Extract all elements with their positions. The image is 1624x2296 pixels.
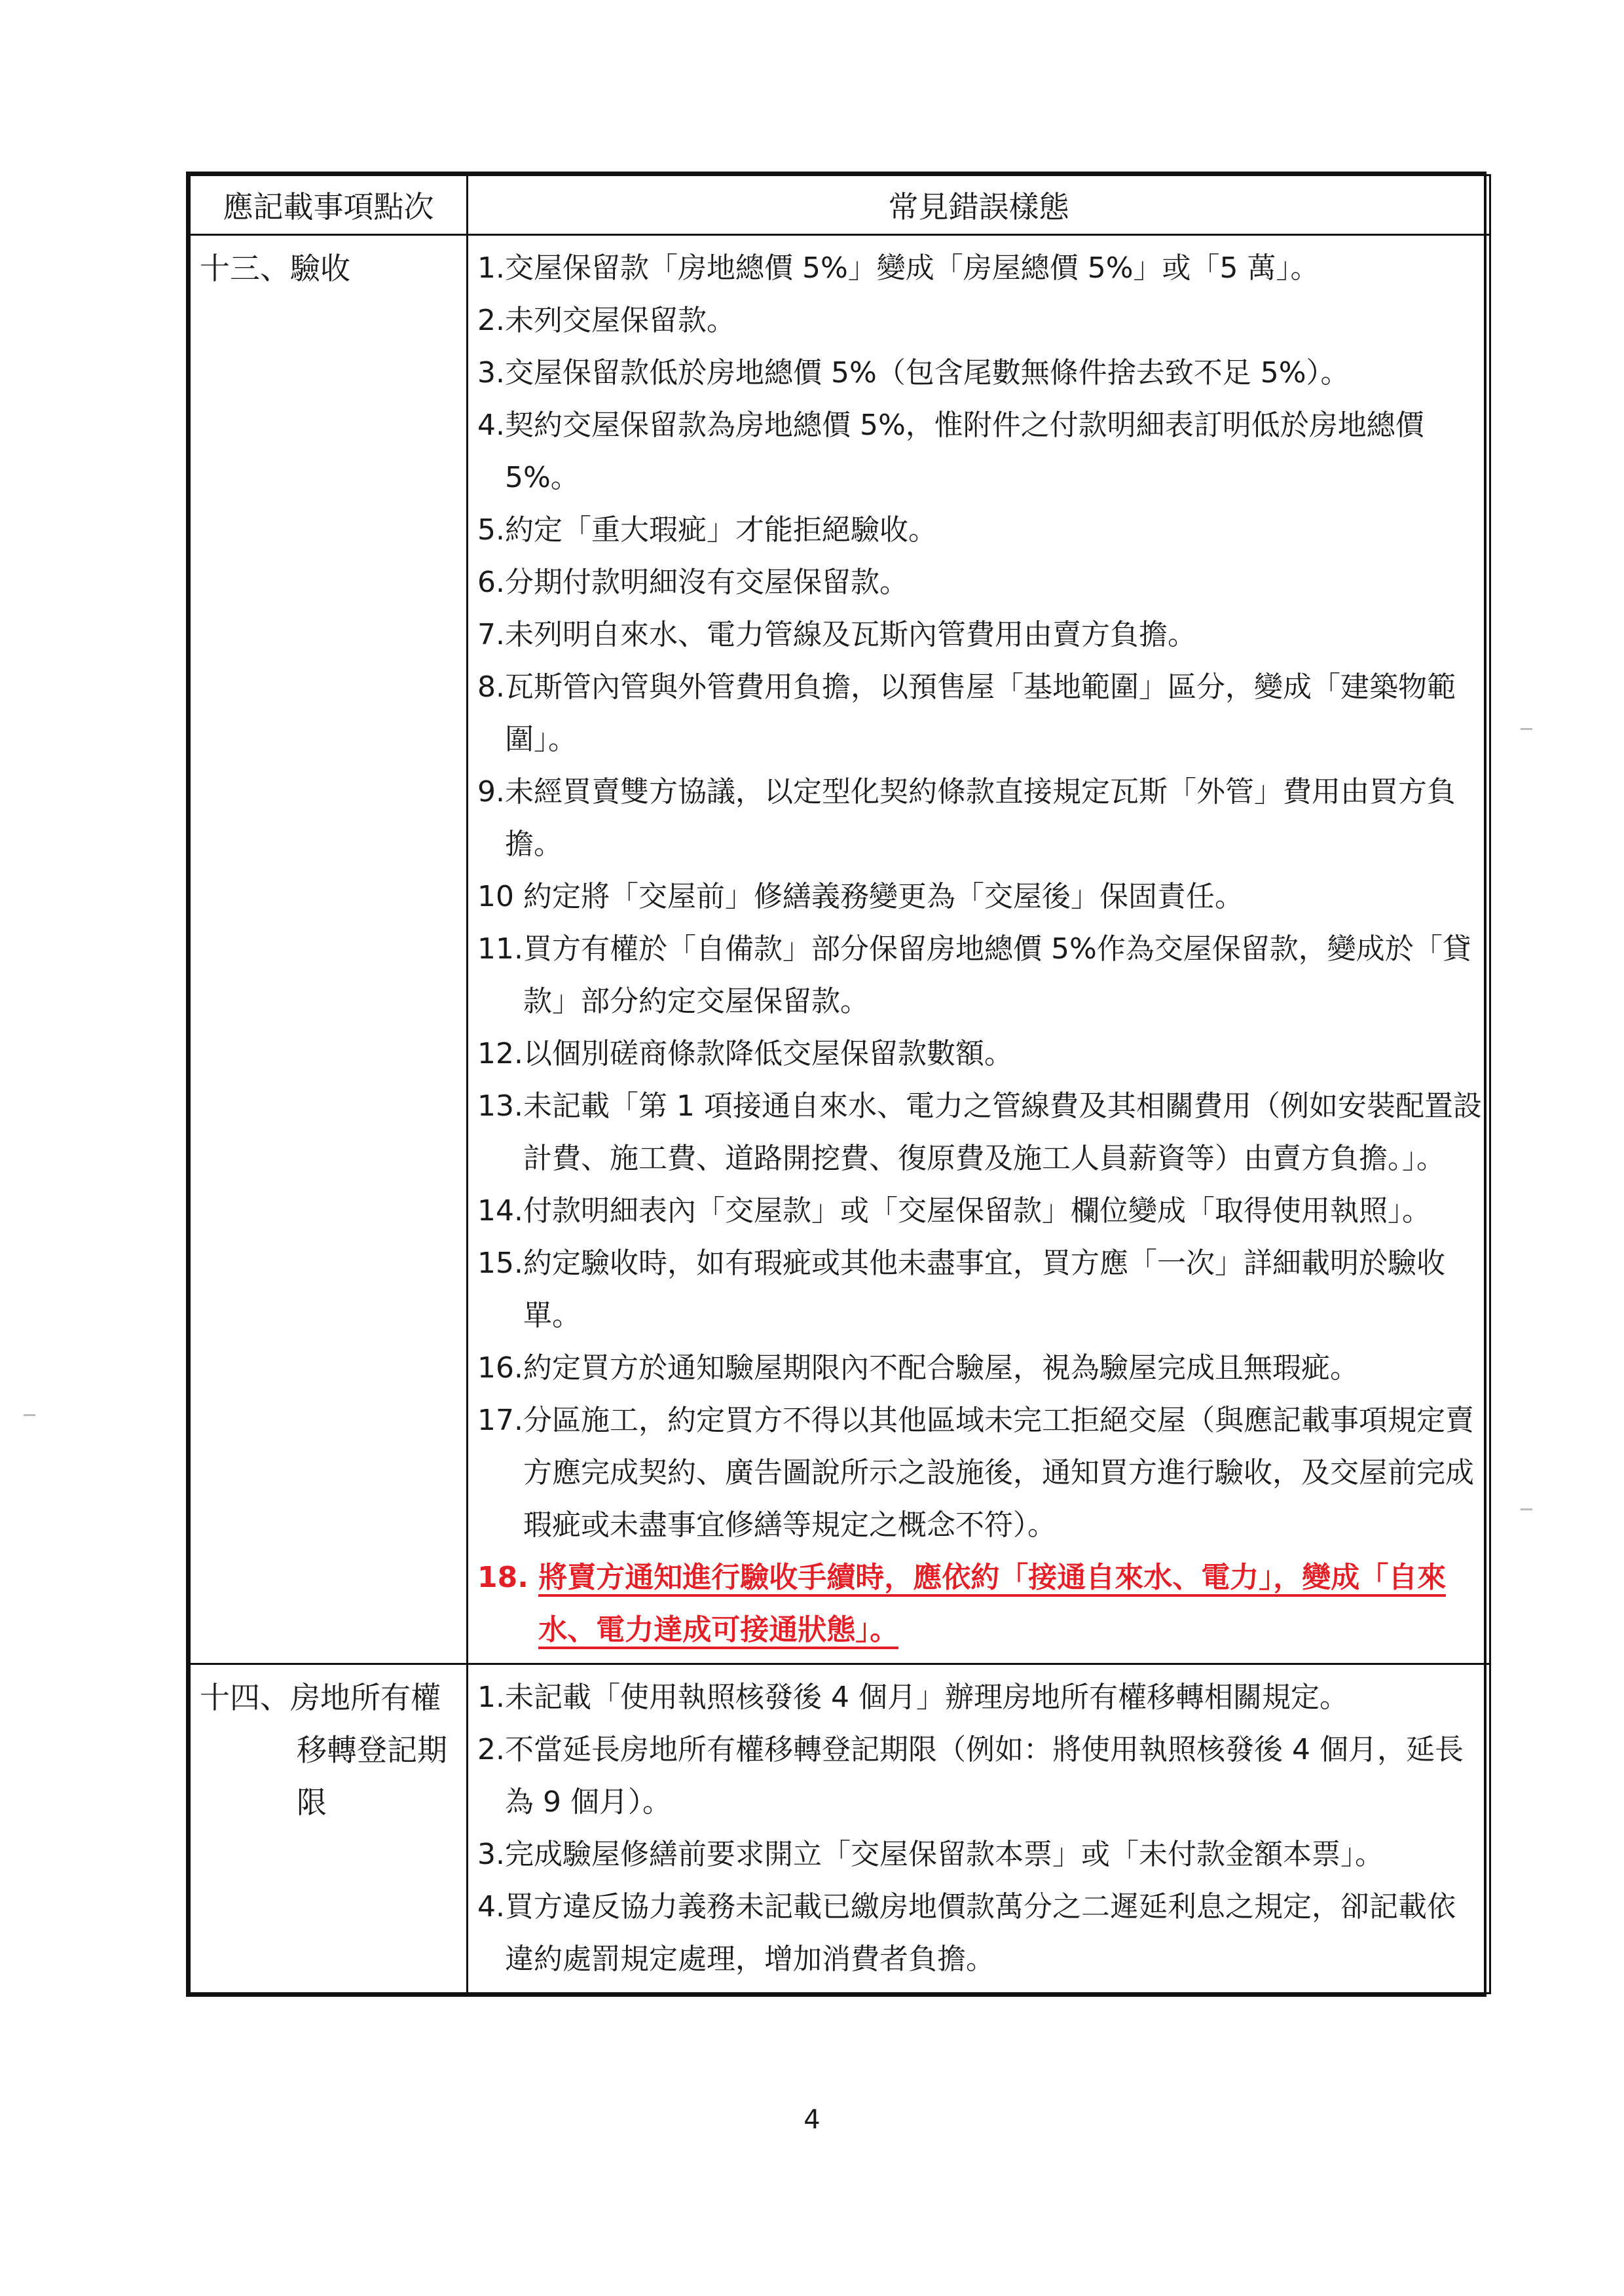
item-number: 3.: [477, 356, 505, 390]
section-title-line: 移轉登記期: [297, 1732, 447, 1768]
item-text: 交屋保留款低於房地總價 5%（包含尾數無條件捨去致不足 5%）。: [504, 356, 1350, 390]
item-text: 將賣方通知進行驗收手續時，應依約「接通自來水、電力」，變成「自來水、電力達成可接通狀態」。: [538, 1561, 1446, 1649]
item-number: 15.: [477, 1247, 523, 1280]
item-text: 未經買賣雙方協議，以定型化契約條款直接規定瓦斯「外管」費用由買方負擔。: [504, 775, 1456, 861]
item-text: 約定將「交屋前」修繕義務變更為「交屋後」保固責任。: [523, 880, 1244, 913]
item-number: 3.: [477, 1838, 505, 1871]
error-item: [477, 1829, 1484, 1881]
item-number: 10: [477, 880, 523, 913]
item-text: 分區施工，約定買方不得以其他區域未完工拒絕交屋（與應記載事項規定賣方應完成契約、廣告圖說所示之設施後，通知買方進行驗收，及交屋前完成瑕疵或未盡事宜修繕等規定之概念不符）。: [523, 1404, 1474, 1542]
item-text: 不當延長房地所有權移轉登記期限（例如：將使用執照核發後 4 個月，延長為 9 個月）。: [504, 1733, 1464, 1819]
error-item: [477, 556, 1484, 609]
error-item: [477, 504, 1484, 556]
item-number: 9.: [477, 775, 505, 809]
error-item: [477, 766, 1484, 871]
item-number: 2.: [477, 304, 505, 337]
item-number: 2.: [477, 1733, 505, 1766]
item-number: 12.: [477, 1037, 523, 1070]
error-item: [477, 661, 1484, 766]
error-item: [477, 347, 1484, 399]
item-text: 約定買方於通知驗屋期限內不配合驗屋，視為驗屋完成且無瑕疵。: [523, 1351, 1359, 1385]
item-text: 分期付款明細沒有交屋保留款。: [504, 566, 908, 599]
scan-mark: [1521, 1508, 1532, 1510]
item-text: 買方有權於「自備款」部分保留房地總價 5%作為交屋保留款，變成於「貸款」部分約定交屋保留款。: [523, 932, 1471, 1018]
errors-table: [186, 172, 1486, 1997]
error-item: [477, 1394, 1484, 1552]
item-text: 交屋保留款「房地總價 5%」變成「房屋總價 5%」或「5 萬」。: [504, 251, 1320, 285]
item-number: 4.: [477, 1890, 505, 1923]
section-title-line: 十三、驗收: [200, 251, 350, 286]
item-number: 6.: [477, 566, 505, 599]
item-text: 約定「重大瑕疵」才能拒絕驗收。: [504, 513, 937, 547]
item-number: 5.: [477, 513, 505, 547]
scan-mark: [1521, 728, 1532, 730]
error-item: [477, 1342, 1484, 1394]
header-common-errors: 常見錯誤樣態: [468, 175, 1490, 235]
section-title-cell: [190, 1664, 468, 1994]
item-text: 以個別磋商條款降低交屋保留款數額。: [523, 1037, 1013, 1070]
item-number: 18.: [477, 1561, 539, 1594]
page-number: 4: [803, 2105, 821, 2135]
item-text: 瓦斯管內管與外管費用負擔，以預售屋「基地範圍」區分，變成「建築物範圍」。: [504, 670, 1456, 756]
highlighted-error-item: [477, 1552, 1484, 1656]
item-text: 未記載「第 1 項接通自來水、電力之管線費及其相關費用（例如安裝配置設計費、施工費、道路開挖費、復原費及施工人員薪資等）由賣方負擔。」。: [523, 1089, 1482, 1175]
item-number: 7.: [477, 618, 505, 651]
item-text: 契約交屋保留款為房地總價 5%，惟附件之付款明細表訂明低於房地總價 5%。: [504, 409, 1424, 494]
error-item: [477, 871, 1484, 923]
error-item: [477, 1881, 1484, 1986]
error-item: [477, 1028, 1484, 1080]
item-number: 8.: [477, 670, 505, 704]
item-text: 未記載「使用執照核發後 4 個月」辦理房地所有權移轉相關規定。: [504, 1681, 1348, 1714]
header-item-point: 應記載事項點次: [190, 175, 468, 235]
error-item: [477, 399, 1484, 504]
item-number: 4.: [477, 409, 505, 442]
error-item: [477, 295, 1484, 347]
item-number: 1.: [477, 251, 505, 285]
section-title-cell: [190, 235, 468, 1664]
item-number: 17.: [477, 1404, 523, 1437]
item-text: 完成驗屋修繕前要求開立「交屋保留款本票」或「未付款金額本票」。: [504, 1838, 1384, 1871]
error-item: [477, 242, 1484, 295]
item-number: 14.: [477, 1194, 523, 1228]
table-header-row: [190, 175, 1490, 235]
error-item: [477, 1185, 1484, 1237]
scan-mark: [24, 1414, 35, 1416]
error-item: [477, 923, 1484, 1028]
item-text: 買方違反協力義務未記載已繳房地價款萬分之二遲延利息之規定，卻記載依違約處罰規定處理，增加消費者負擔。: [504, 1890, 1456, 1976]
item-text: 付款明細表內「交屋款」或「交屋保留款」欄位變成「取得使用執照」。: [523, 1194, 1431, 1228]
item-text: 未列交屋保留款。: [504, 304, 735, 337]
item-number: 13.: [477, 1089, 523, 1123]
error-item: [477, 1080, 1484, 1185]
section-title-line: 十四、房地所有權: [200, 1680, 441, 1715]
error-items-cell: [468, 1664, 1490, 1994]
item-number: 16.: [477, 1351, 523, 1385]
error-item: [477, 1724, 1484, 1829]
item-number: 11.: [477, 932, 523, 966]
error-item: [477, 1671, 1484, 1724]
section-title-line: 限: [297, 1785, 327, 1820]
error-item: [477, 609, 1484, 661]
table-row: [190, 1664, 1490, 1994]
error-items-cell: [468, 235, 1490, 1664]
item-text: 約定驗收時，如有瑕疵或其他未盡事宜，買方應「一次」詳細載明於驗收單。: [523, 1247, 1445, 1332]
error-item: [477, 1237, 1484, 1342]
item-text: 未列明自來水、電力管線及瓦斯內管費用由賣方負擔。: [504, 618, 1196, 651]
item-number: 1.: [477, 1681, 505, 1714]
table-row: [190, 235, 1490, 1664]
